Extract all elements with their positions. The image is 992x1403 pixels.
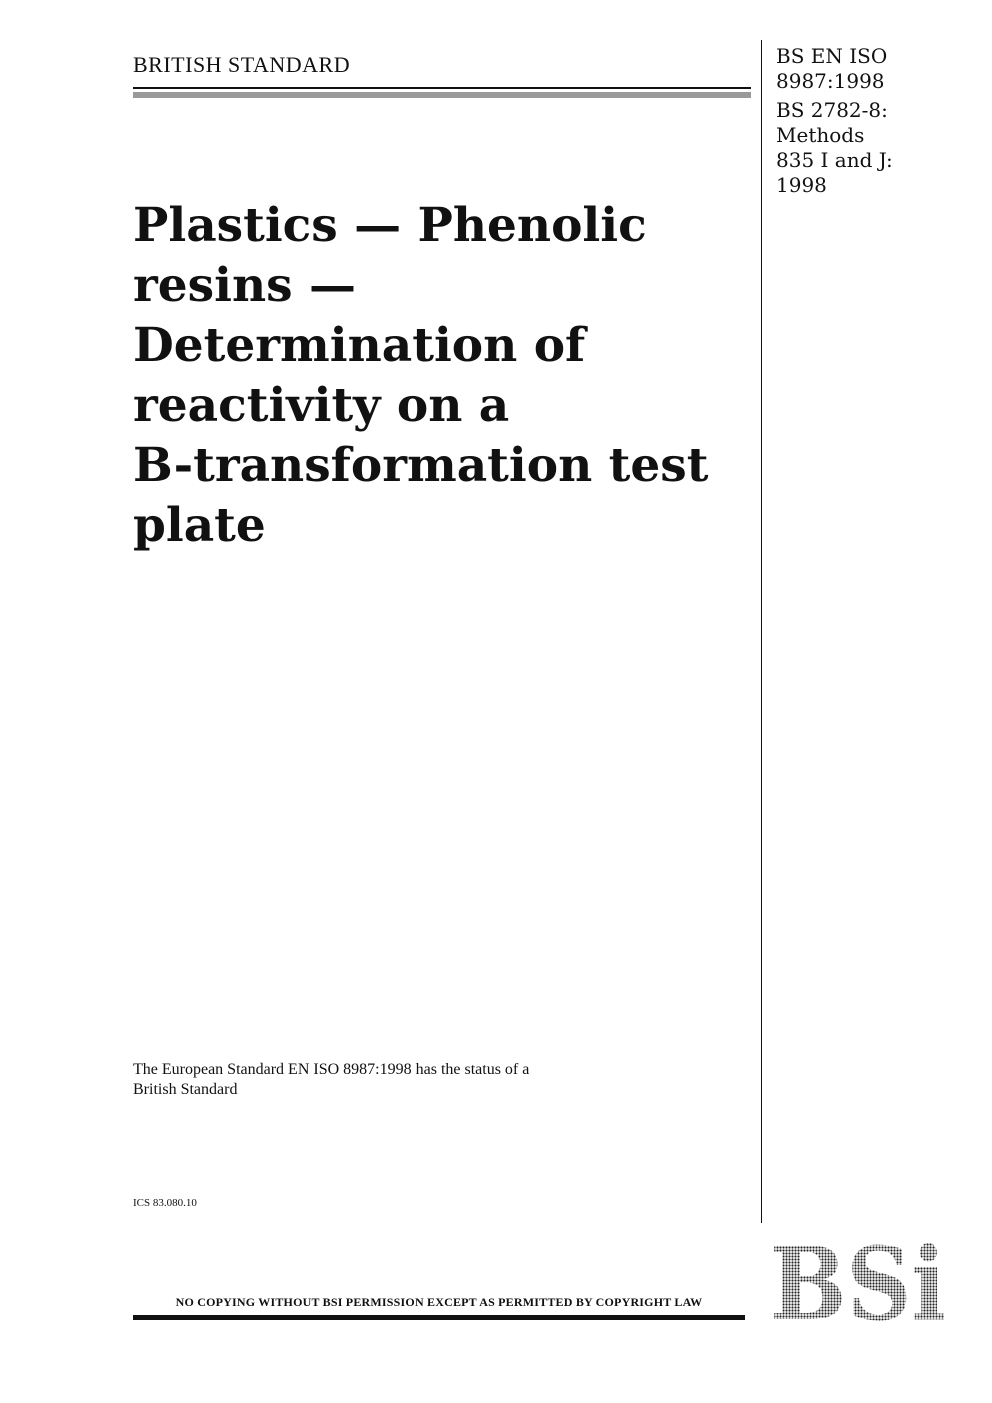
standard-numbers [776, 44, 976, 202]
header-rule-grey [133, 92, 751, 98]
standard-number-line: BS EN ISO [776, 44, 888, 68]
ics-code: ICS 83.080.10 [133, 1197, 197, 1209]
standard-number-line: Methods [776, 123, 865, 147]
standard-number-line: 8987:1998 [776, 69, 885, 93]
copyright-notice: NO COPYING WITHOUT BSI PERMISSION EXCEPT AS PERMITTED BY COPYRIGHT LAW [175, 1295, 703, 1309]
standard-number-line: 835 I and J: [776, 148, 893, 172]
standard-number-line: BS 2782-8: [776, 98, 888, 122]
status-line: The European Standard EN ISO 8987:1998 has the status of a [133, 1061, 530, 1078]
standard-number-line: 1998 [776, 173, 827, 197]
standard-number-block-bs [776, 98, 976, 198]
status-statement [133, 1060, 653, 1100]
footer-rule [133, 1315, 745, 1320]
header-rule-thin [133, 87, 751, 89]
document-title [133, 196, 743, 556]
status-line: British Standard [133, 1081, 238, 1098]
title-line: resins — [133, 258, 356, 313]
title-line: plate [133, 498, 266, 553]
title-line: Plastics — Phenolic [133, 198, 647, 253]
title-line: B-transformation test [133, 438, 709, 493]
british-standard-label: BRITISH STANDARD [133, 52, 351, 77]
vertical-divider [761, 40, 762, 1223]
bsi-logo [770, 1243, 946, 1321]
title-line: Determination of [133, 318, 586, 373]
title-line: reactivity on a [133, 378, 510, 433]
standard-number-block-en-iso [776, 44, 976, 94]
